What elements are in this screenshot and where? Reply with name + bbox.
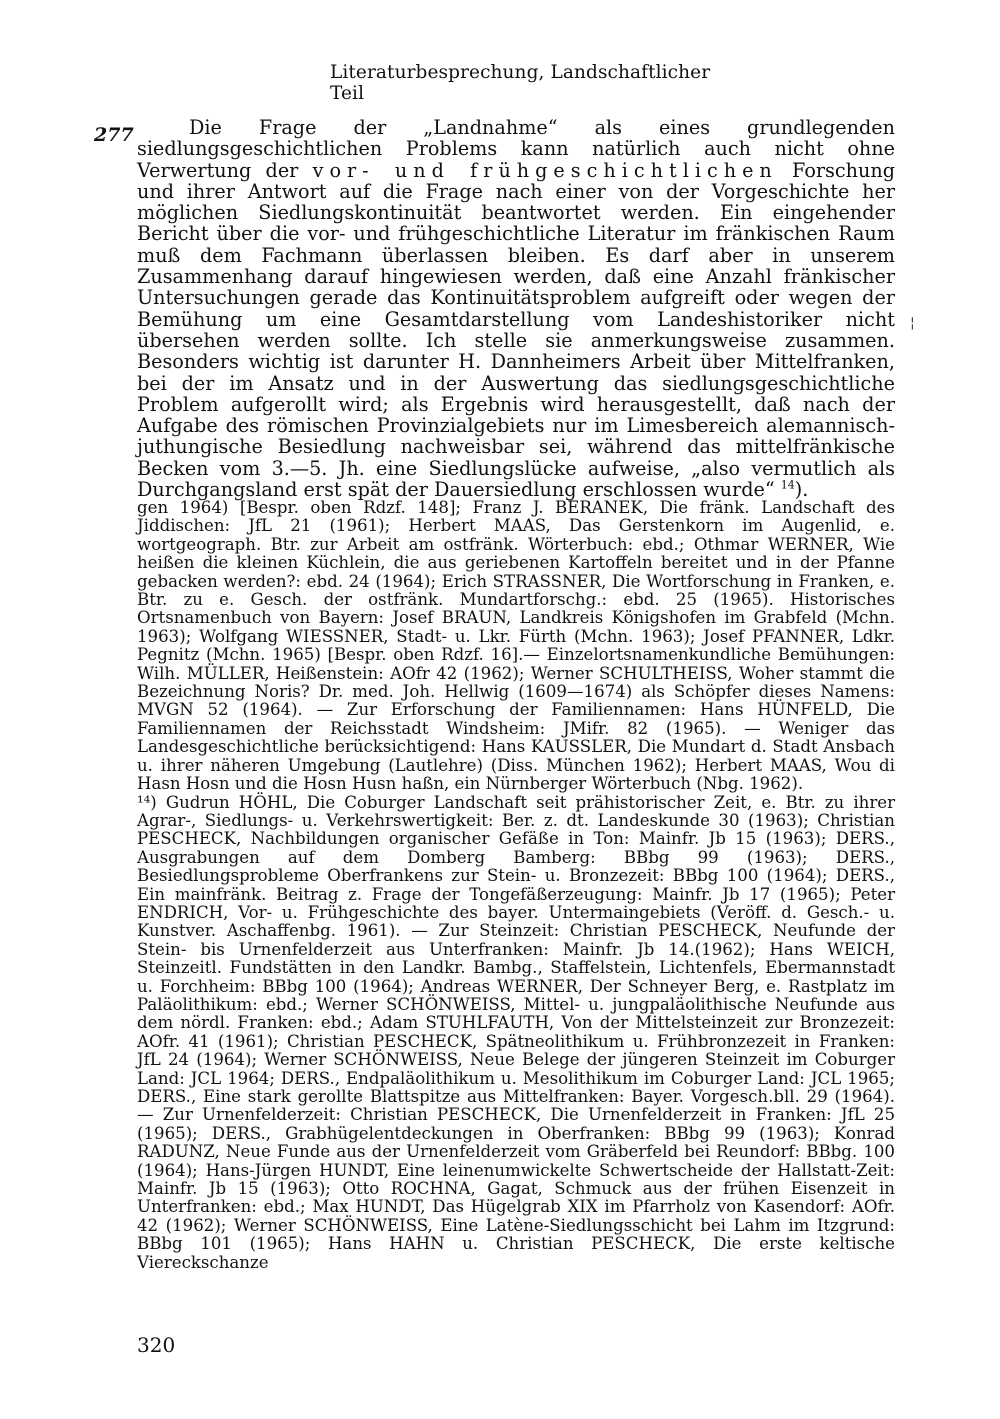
footnote-13-continuation: gen 1964) [Bespr. oben Rdzf. 148]; Franz J. BERANEK, Die fränk. Landschaft des Jiddischen: JfL 21 (1961); Herbert MAAS, Das Gerstenkorn im Augenlid, e. wortgeograph. Btr. zur Arbeit am ostfränk. Wörterbuch: ebd.; Othmar WERNER, Wie heißen die kleinen Küchlein, die aus geriebenen Kartoffeln bereitet und in der Pfanne gebacken werden?: ebd. 24 (1964); Erich STRASSNER, Die Wortforschung in Franken, e. Btr. zu e. Gesch. der ostfränk. Mundartforschg.: ebd. 25 (1965). Historisches Ortsnamenbuch von Bayern: Josef BRAUN, Landkreis Königshofen im Grabfeld (Mchn. 1963); Wolfgang WIESSNER, Stadt- u. Lkr. Fürth (Mchn. 1963); Josef PFANNER, Ldkr. Pegnitz (Mchn. 1965) [Bespr. oben Rdzf. 16].— Einzelortsnamenkundliche Bemühungen: Wilh. MÜLLER, Heißenstein: AOfr 42 (1962); Werner SCHULTHEISS, Woher stammt die Bezeichnung Noris? Dr. med. Joh. Hellwig (1609—1674) als Schöpfer dieses Namens: MVGN 52 (1964). — Zur Erforschung der Familiennamen: Hans HÜNFELD, Die Familiennamen der Reichsstadt Windsheim: JMifr. 82 (1965). — Weniger das Landesgeschichtliche berücksichtigend: Hans KAUSSLER, Die Mundart d. Stadt Ansbach u. ihrer näheren Umgebung (Lautlehre) (Diss. München 1962); Herbert MAAS, Wou di Hasn Hosn und die Hosn Husn haßn, ein Nürnberger Wörterbuch (Nbg. 1962). [137, 498, 895, 794]
spaced-emphasis: vor- und frühgeschichtlichen [312, 158, 778, 182]
footnote-14: ¹⁴) Gudrun HÖHL, Die Coburger Landschaft seit prähistorischer Zeit, e. Btr. zu ihrer Agrar-, Siedlungs- u. Verkehrswertigkeit: Ber. z. dt. Landeskunde 30 (1963); Christian PESCHECK, Nachbildungen organischer Gefäße in Ton: Mainfr. Jb 15 (1963); DERS., Ausgrabungen auf dem Domberg Bamberg: BBbg 99 (1963); DERS., Besiedlungsprobleme Oberfrankens zur Stein- u. Bronzezeit: BBbg 100 (1964); DERS., Ein mainfränk. Beitrag z. Frage der Tongefäßerzeugung: Mainfr. Jb 17 (1965); Peter ENDRICH, Vor- u. Frühgeschichte des bayer. Untermaingebiets (Veröff. d. Gesch.- u. Kunstver. Aschaffenbg. 1961). — Zur Steinzeit: Christian PESCHECK, Neufunde der Stein- bis Urnenfelderzeit aus Unterfranken: Mainfr. Jb 14.(1962); Hans WEICH, Steinzeitl. Fundstätten in den Landkr. Bambg., Staffelstein, Lichtenfels, Ebermannstadt u. Forchheim: BBbg 100 (1964); Andreas WERNER, Der Schneyer Berg, e. Rastplatz im Paläolithikum: ebd.; Werner SCHÖNWEISS, Mittel- u. jungpaläolithische Neufunde aus dem nördl. Franken: ebd.; Adam STUHLFAUTH, Von der Mittelsteinzeit zur Bronzezeit: AOfr. 41 (1961); Christian PESCHECK, Spätneolithikum u. Frühbronzezeit in Franken: JfL 24 (1964); Werner SCHÖNWEISS, Neue Belege der jüngeren Steinzeit im Coburger Land: JCL 1964; DERS., Endpaläolithikum u. Mesolithikum im Coburger Land: JCL 1965; DERS., Eine stark gerollte Blattspitze aus Mittelfranken: Bayer. Vorgesch.bll. 29 (1964). — Zur Urnenfelderzeit: Christian PESCHECK, Die Urnenfelderzeit in Franken: JfL 25 (1965); DERS., Grabhügelentdeckungen in Oberfranken: BBbg 99 (1963); Konrad RADUNZ, Neue Funde aus der Urnenfelderzeit vom Gräberfeld bei Reundorf: BBbg. 100 (1964); Hans-Jürgen HUNDT, Eine leinenumwickelte Schwertscheide der Hallstatt-Zeit: Mainfr. Jb 15 (1963); Otto ROCHNA, Gagat, Schmuck aus der frühen Eisenzeit in Unterfranken: ebd.; Max HUNDT, Das Hügelgrab XIX im Pfarrholz von Kasendorf: AOfr. 42 (1962); Werner SCHÖNWEISS, Eine Latène-Siedlungsschicht bei Lahm im Itzgrund: BBbg 101 (1965); Hans HAHN u. Christian PESCHECK, Die erste keltische Viereckschanze [137, 792, 895, 1272]
paragraph-text-3: ). [794, 478, 809, 502]
main-paragraph [137, 117, 895, 500]
running-header: Literaturbesprechung, Landschaftlicher Teil [330, 62, 711, 104]
page-number: 320 [137, 1333, 176, 1357]
footnotes [137, 499, 895, 1272]
section-number: 277 [94, 124, 134, 146]
paragraph-text-1: Die Frage der „Landnahme“ als eines grundlegenden siedlungsgeschichtlichen Problems kann natürlich auch nicht ohne Verwertung der [137, 116, 895, 182]
paragraph-text-2: Forschung und ihrer Antwort auf die Frage nach einer von der Vorgeschichte her möglichen Siedlungskontinuität beantwortet werden. Ein eingehender Bericht über die vor- und frühgeschichtliche Literatur im fränkischen Raum muß dem Fachmann überlassen bleiben. Es darf aber in unserem Zusammenhang darauf hingewiesen werden, daß eine Anzahl fränkischer Untersuchungen gerade das Kontinuitätsproblem aufgreift oder wegen der Bemühung um eine Gesamtdarstellung vom Landeshistoriker nicht übersehen werden sollte. Ich stelle sie anmerkungsweise zusammen. Besonders wichtig ist darunter H. Dannheimers Arbeit über Mittelfranken, bei der im Ansatz und in der Auswertung das siedlungsgeschichtliche Problem aufgerollt wird; als Ergebnis wird herausgestellt, daß nach der Aufgabe des römischen Provinzialgebiets nur im Limesbereich alemannisch-juthungische Besiedlung nachweisbar sei, während das mittelfränkische Becken vom 3.—5. Jh. eine Siedlungslücke aufweise, „also vermutlich als Durchgangsland erst spät der Dauersiedlung erschlossen wurde“ [137, 158, 895, 502]
margin-mark: ¦ [910, 315, 915, 331]
footnote-reference: 14 [780, 478, 795, 492]
